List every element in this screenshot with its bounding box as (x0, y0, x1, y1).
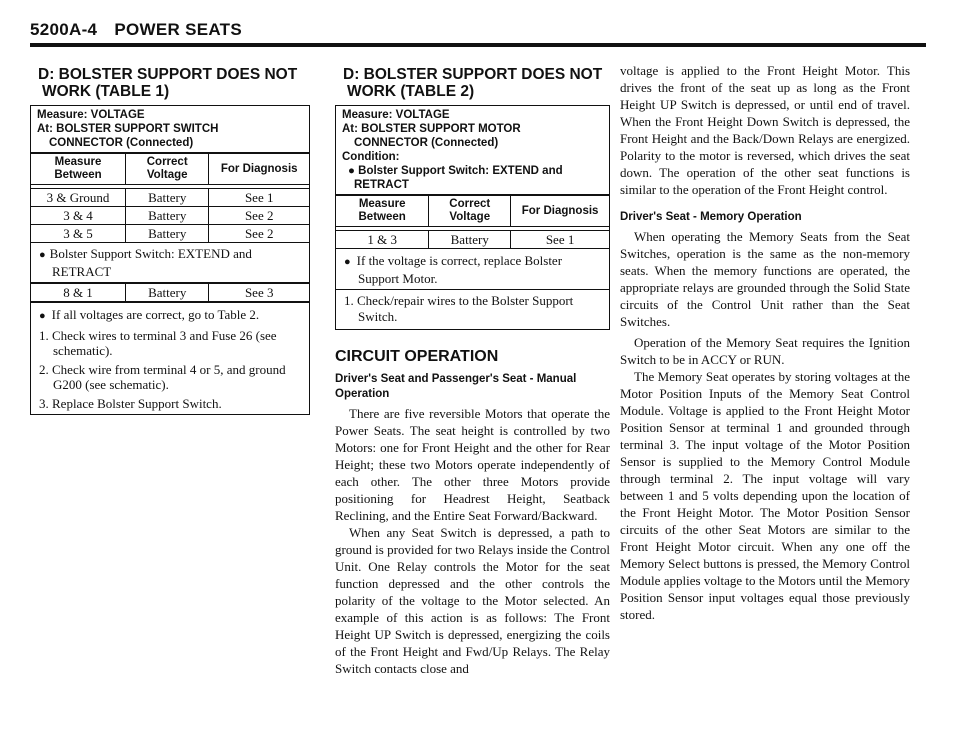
paragraph: When operating the Memory Seats from the Seat Switches, operation is the same as the non-memory seats. When the memory functions are operated, the appropriate relays are grounded through the Solid State circuits of the Control Unit rather than the Seat Switches. (620, 229, 910, 329)
table2-title: D: BOLSTER SUPPORT DOES NOT WORK (TABLE 2) (343, 66, 603, 100)
section-number: 5200A-4 (30, 20, 98, 39)
header-rule (30, 43, 926, 47)
paragraph: voltage is applied to the Front Height Motor. This drives the front of the seat up as long as the Front Height UP Switch is depressed, or until end of travel. When the Front Height Down Switch is depressed, the Front Height and the Back/Down Relays are energized. Polarity to the motor is reversed, which drives the seat down. The operation of the other seat functions is similar to the operation of the Front Height control. (620, 63, 910, 197)
col-measure-between: Measure Between (31, 154, 126, 185)
table1-condition: ● Bolster Support Switch: EXTEND and RETRACT (31, 243, 309, 283)
manual-operation-subhead: Driver's Seat and Passenger's Seat - Manual Operation (335, 373, 577, 400)
table1-box (30, 105, 310, 415)
table-row: 3 & 4 Battery See 2 (31, 207, 309, 225)
table1-grid (31, 153, 309, 243)
paragraph: The Memory Seat operates by storing voltages at the Motor Position Inputs of the Memory Seat Control Module. Voltage is applied to the Front Height Motor Position Sensor at terminal 1 and grounded through terminal 3. The input voltage of the Motor Position Sensor is supplied to the Memory Control Module through terminal 2. The input voltage will vary between 1 and 5 volts depending upon the location of the Front Height Motor. The Motor Position Sensor circuits of the other Seat Motors are similar to the Front Height Motor circuit. When any one off the Memory Select buttons is pressed, the Memory Control Module applies voltage to the Motors until the Memory Position Sensor input voltages equal those previously stored. (620, 369, 910, 622)
table-row: 1 & 3 Battery See 1 (336, 231, 609, 249)
col-correct-voltage: Correct Voltage (126, 154, 209, 185)
memory-operation-subhead: Driver's Seat - Memory Operation (620, 211, 802, 223)
table2-notes: ● If the voltage is correct, replace Bolster Support Motor. 1. Check/repair wires to the Bolster Support Switch. (336, 249, 609, 329)
table1-notes: ● If all voltages are correct, go to Table 2. 1. Check wires to terminal 3 and Fuse 26 (see schematic). 2. Check wire from terminal 4 or 5, and ground G200 (see schematic). 3. Replace Bolster Support Switch. (31, 302, 309, 411)
right-column (620, 62, 910, 623)
col-for-diagnosis: For Diagnosis (511, 196, 609, 227)
table2-measure-header: Measure: VOLTAGE At: BOLSTER SUPPORT MOTOR CONNECTOR (Connected) Condition: ● Bolster Support Switch: EXTEND and RETRACT (336, 106, 609, 195)
circuit-operation-heading: CIRCUIT OPERATION (335, 348, 499, 365)
table-row: 3 & Ground Battery See 1 (31, 189, 309, 207)
col-correct-voltage: Correct Voltage (429, 196, 511, 227)
table2-column (335, 66, 610, 677)
table2-box (335, 105, 610, 330)
table2-grid (336, 195, 609, 249)
table1-column (30, 66, 310, 415)
section-title: POWER SEATS (114, 20, 243, 39)
table1-grid-2 (31, 283, 309, 302)
paragraph: When any Seat Switch is depressed, a path to ground is provided for two Relays inside the Control Unit. One Relay controls the Motor for the seat function depressed and the other controls the polarity of the voltage to the Motor selected. An example of this action is as follows: The Front Height UP Switch is depressed, energizing the coils of the Front Height and Fwd/Up Relays. The Relay Switch contacts close and (335, 525, 610, 676)
paragraph: Operation of the Memory Seat requires the Ignition Switch to be in ACCY or RUN. (620, 335, 910, 367)
table-row: 8 & 1 Battery See 3 (31, 284, 309, 302)
table-row: 3 & 5 Battery See 2 (31, 225, 309, 243)
table1-measure-header: Measure: VOLTAGE At: BOLSTER SUPPORT SWITCH CONNECTOR (Connected) (31, 106, 309, 153)
table1-title: D: BOLSTER SUPPORT DOES NOT WORK (TABLE 1) (38, 66, 298, 100)
col-measure-between: Measure Between (336, 196, 429, 227)
col-for-diagnosis: For Diagnosis (209, 154, 309, 185)
paragraph: There are five reversible Motors that operate the Power Seats. The seat height is controlled by two Motors: one for Front Height and the other for Rear Height; these two Motors operate independently of each other. The other three Motors provide positioning for Headrest Height, Seatback Reclining, and the Entire Seat Forward/Backward. (335, 406, 610, 523)
page-header (30, 20, 242, 40)
